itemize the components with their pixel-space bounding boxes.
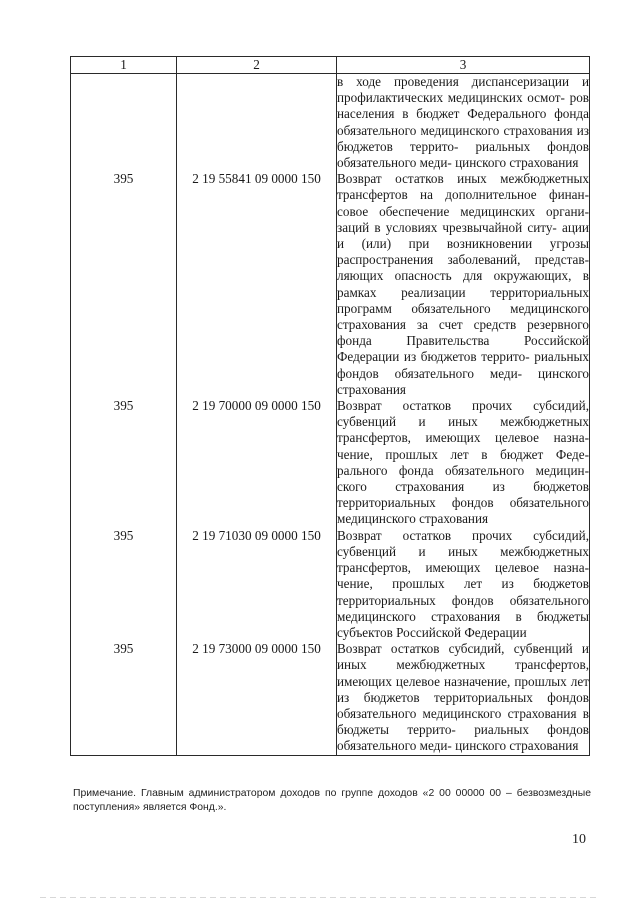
description-line: цинского страхования: [337, 365, 589, 397]
column-header-admin: 1: [71, 57, 177, 74]
description-line: цинского страхования: [455, 738, 579, 754]
description-line: цинского страхования: [455, 155, 579, 171]
table-row: [71, 641, 590, 755]
description-line: рального фонда обязательного медицин-: [337, 462, 589, 478]
description-line: трансфертов на дополнительное финан-: [337, 187, 589, 203]
cell-admin-code: [71, 74, 177, 172]
cell-description: [337, 74, 590, 172]
description-line: рамках реализации территориальных: [337, 284, 589, 300]
scan-edge-artifact: [40, 897, 600, 898]
description-line: Федерации из бюджетов террито-: [337, 349, 530, 365]
cell-description: [337, 641, 590, 755]
table-row: [71, 398, 590, 528]
cell-revenue-code: [177, 74, 337, 172]
cell-revenue-code: 2 19 55841 09 0000 150: [177, 171, 337, 398]
description-line: распространения заболеваний, представ-: [337, 252, 589, 268]
description-line: территориальных фондов обязательного: [337, 592, 589, 608]
column-header-code: 2: [177, 57, 337, 74]
description-line: субъектов Российской Федерации: [337, 624, 527, 640]
description-line: риальных фондов обязательного меди-: [337, 349, 589, 381]
cell-revenue-code: 2 19 70000 09 0000 150: [177, 398, 337, 528]
table-body: [71, 74, 590, 756]
cell-admin-code: 395: [71, 171, 177, 398]
description-line: страхования за счет средств резервного: [337, 317, 589, 333]
header-row: [71, 57, 590, 74]
table-header: [71, 57, 590, 74]
description-line: программ обязательного медицинского: [337, 300, 589, 316]
description-line: Возврат остатков прочих субсидий,: [337, 398, 589, 414]
cell-description: [337, 398, 590, 528]
description-line: заций в условиях чрезвычайной ситу-: [337, 219, 557, 235]
page-number: 10: [572, 832, 586, 847]
description-line: страхования в бюджеты террито-: [337, 705, 589, 738]
table-row: [71, 528, 590, 641]
description-line: фондов обязательного медицинского: [337, 689, 590, 721]
description-line: трансфертов, имеющих целевое назна-: [337, 430, 589, 446]
description-line: чение, прошлых лет в бюджет Феде-: [337, 446, 589, 462]
cell-revenue-code: 2 19 71030 09 0000 150: [177, 528, 337, 641]
cell-description: [337, 171, 590, 398]
description-line: иных межбюджетных трансфертов,: [337, 657, 589, 673]
description-line: чение, прошлых лет из бюджетов: [337, 576, 589, 592]
description-line: Возврат остатков субсидий, субвенций и: [337, 641, 589, 657]
cell-admin-code: 395: [71, 398, 177, 528]
description-line: лет из бюджетов территориальных: [337, 673, 589, 705]
description-line: страхования из бюджетов террито-: [337, 122, 589, 154]
description-line: риальных фондов обязательного меди-: [337, 722, 590, 754]
cell-revenue-code: 2 19 73000 09 0000 150: [177, 641, 337, 755]
description-line: фонда Правительства Российской: [337, 333, 589, 349]
description-line: ации и (или) при возникновении угрозы: [337, 219, 589, 252]
description-line: медицинского страхования: [337, 511, 489, 527]
revenue-codes-table: [70, 56, 590, 756]
table-row: [71, 171, 590, 398]
description-line: субвенций и иных межбюджетных: [337, 414, 589, 430]
cell-admin-code: 395: [71, 641, 177, 755]
description-line: Возврат остатков иных межбюджетных: [337, 171, 589, 187]
description-line: ров населения в бюджет Федерального: [337, 90, 590, 122]
description-line: имеющих целевое назначение, прошлых: [337, 673, 567, 689]
cell-admin-code: 395: [71, 528, 177, 641]
column-header-description: 3: [337, 57, 590, 74]
description-line: риальных фондов обязательного меди-: [337, 138, 590, 171]
description-line: медицинского страхования в бюджеты: [337, 608, 589, 624]
description-line: трансфертов, имеющих целевое назна-: [337, 560, 589, 576]
description-line: фонда обязательного медицинского: [337, 106, 589, 138]
description-line: ляющих опасность для окружающих, в: [337, 268, 589, 284]
description-line: профилактических медицинских осмот-: [337, 90, 565, 106]
description-line: Возврат остатков прочих субсидий,: [337, 527, 589, 543]
table-footnote: Примечание. Главным администратором доходов по группе доходов «2 00 00000 00 – безвозмездные поступления» является Фонд.».: [73, 788, 591, 813]
cell-description: [337, 528, 590, 641]
description-line: территориальных фондов обязательного: [337, 495, 589, 511]
table-row: [71, 74, 590, 172]
description-line: субвенций и иных межбюджетных: [337, 543, 589, 559]
description-line: в ходе проведения диспансеризации и: [337, 74, 589, 89]
description-line: ского страхования из бюджетов: [337, 479, 589, 495]
description-line: совое обеспечение медицинских органи-: [337, 203, 589, 219]
